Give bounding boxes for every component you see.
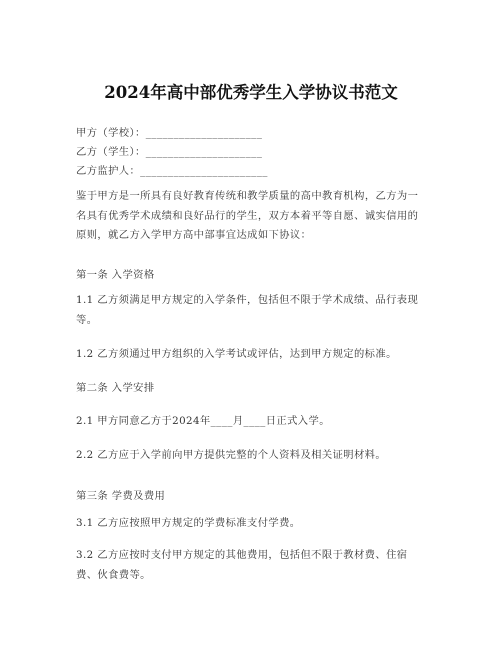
intro-paragraph: 鉴于甲方是一所具有良好教育传统和教学质量的高中教育机构，乙方为一名具有优秀学术成绩和良好品行的学生，双方本着平等自愿、诚实信用的原则，就乙方入学甲方高中部事宜达成如下协议： xyxy=(76,190,419,241)
clause-2-2: 2.2 乙方应于入学前向甲方提供完整的个人资料及相关证明材料。 xyxy=(76,449,387,461)
clause-1-1: 1.1 乙方须满足甲方规定的入学条件，包括但不限于学术成绩、品行表现等。 xyxy=(76,294,419,326)
clause-1-2: 1.2 乙方须通过甲方组织的入学考试或评估，达到甲方规定的标准。 xyxy=(76,348,397,360)
section-heading-2: 第二条 入学安排 xyxy=(76,382,155,394)
clause-2-1: 2.1 甲方同意乙方于2024年____月____日正式入学。 xyxy=(76,415,330,427)
section-heading-3: 第三条 学费及费用 xyxy=(76,490,166,502)
section-heading-1: 第一条 入学资格 xyxy=(76,269,155,281)
document-title: 2024年高中部优秀学生入学协议书范文 xyxy=(104,83,398,102)
clause-3-2: 3.2 乙方应按时支付甲方规定的其他费用，包括但不限于教材费、住宿费、伙食费等。 xyxy=(76,549,408,581)
guardian-line: 乙方监护人：_______________________ xyxy=(76,165,268,177)
party-b-line: 乙方（学生）：_____________________ xyxy=(76,146,263,158)
party-a-line: 甲方（学校）：_____________________ xyxy=(76,127,263,139)
clause-3-1: 3.1 乙方应按照甲方规定的学费标准支付学费。 xyxy=(76,517,301,529)
